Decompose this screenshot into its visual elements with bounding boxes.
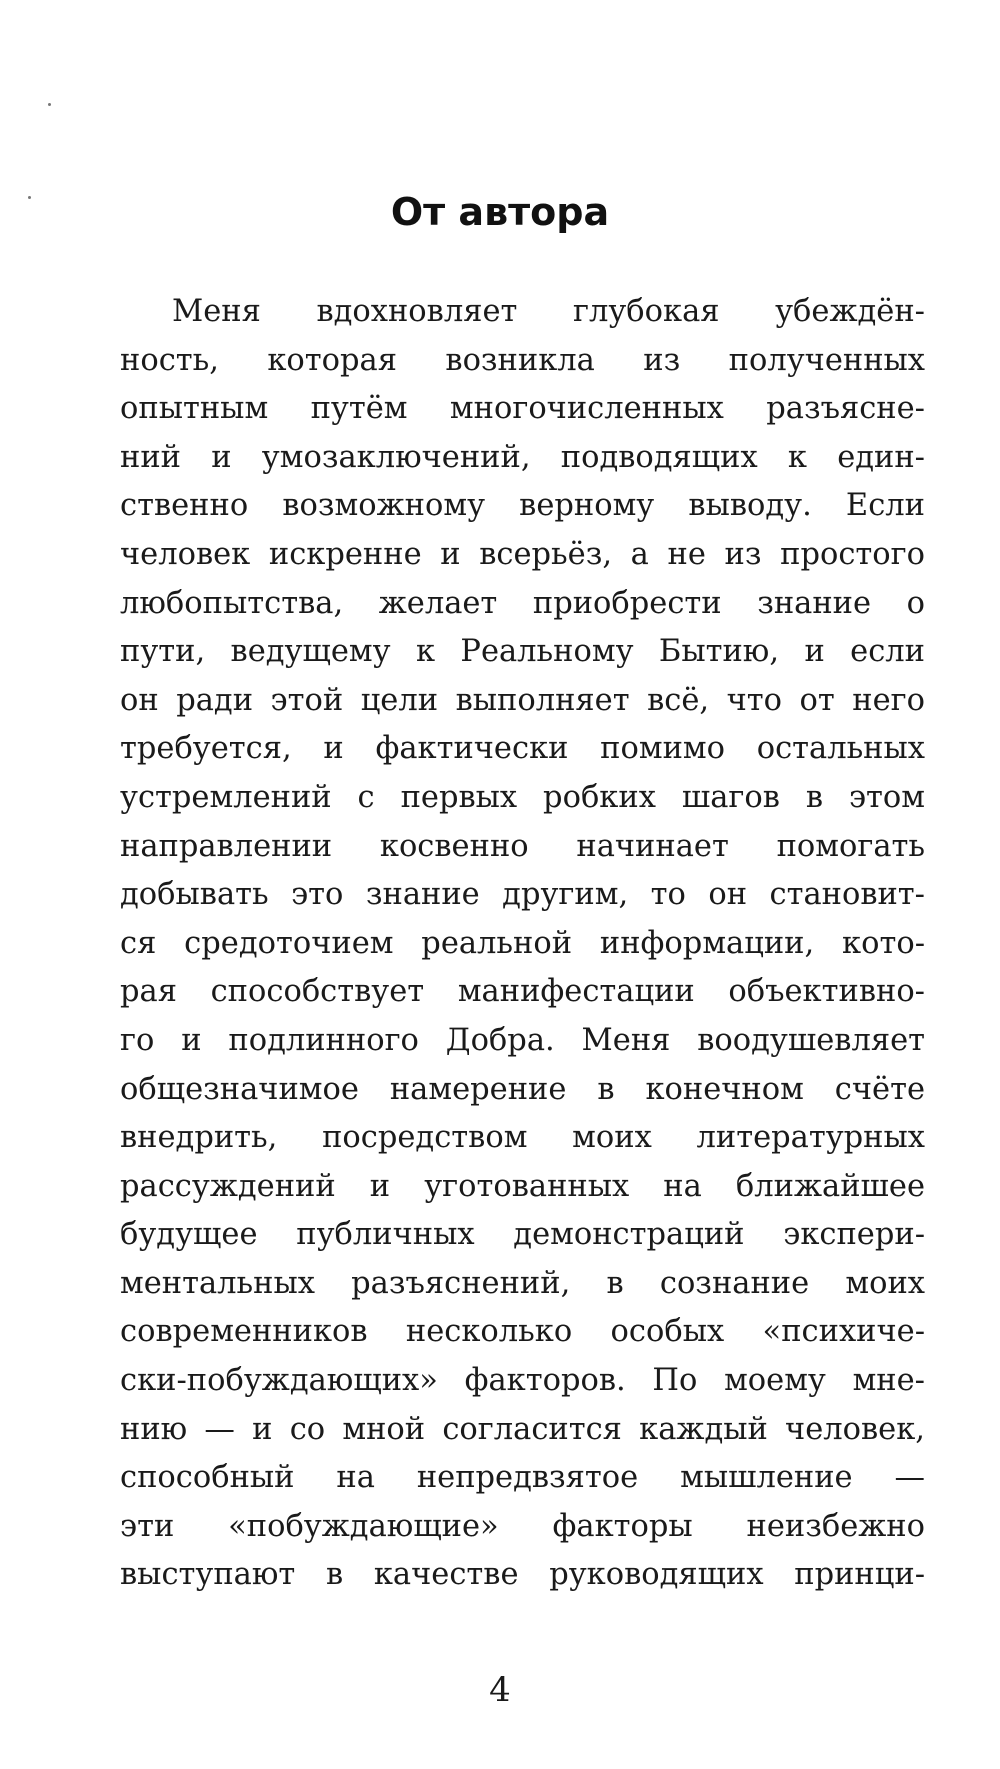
chapter-title: От автора xyxy=(390,190,610,234)
text-line: внедрить, посредством моих литературных xyxy=(120,1120,925,1156)
text-line: будущее публичных демонстраций экспери- xyxy=(120,1217,925,1253)
text-line: эти «побуждающие» факторы неизбежно xyxy=(120,1508,925,1544)
text-line: рая способствует манифестации объективно- xyxy=(120,974,925,1010)
text-line: добывать это знание другим, то он становит- xyxy=(120,877,925,913)
text-line: ность, которая возникла из полученных xyxy=(120,342,925,378)
text-line: современников несколько особых «психиче- xyxy=(120,1314,925,1350)
text-line: рассуждений и уготованных на ближайшее xyxy=(120,1168,925,1204)
text-line: общезначимое намерение в конечном счёте xyxy=(120,1071,925,1107)
text-line: ственно возможному верному выводу. Если xyxy=(120,488,925,524)
scan-speck xyxy=(48,103,51,106)
text-line: нию — и со мной согласится каждый человек, xyxy=(120,1411,925,1447)
text-line: ски-побуждающих» факторов. По моему мне- xyxy=(120,1363,925,1399)
text-line: человек искренне и всерьёз, а не из простого xyxy=(120,536,925,572)
text-line: опытным путём многочисленных разъясне- xyxy=(120,391,925,427)
text-line: способный на непредвзятое мышление — xyxy=(120,1460,925,1496)
text-line: любопытства, желает приобрести знание о xyxy=(120,585,925,621)
body-text xyxy=(120,288,925,1600)
text-line: он ради этой цели выполняет всё, что от него xyxy=(120,682,925,718)
page-number: 4 xyxy=(489,1670,511,1710)
text-line: выступают в качестве руководящих принци- xyxy=(120,1557,925,1593)
text-line: требуется, и фактически помимо остальных xyxy=(120,731,925,767)
text-line: пути, ведущему к Реальному Бытию, и если xyxy=(120,634,925,670)
text-line: направлении косвенно начинает помогать xyxy=(120,828,925,864)
text-line: го и подлинного Добра. Меня воодушевляет xyxy=(120,1022,925,1058)
text-line: устремлений с первых робких шагов в этом xyxy=(120,779,925,815)
text-line: ментальных разъяснений, в сознание моих xyxy=(120,1265,925,1301)
text-line: Меня вдохновляет глубокая убеждён- xyxy=(172,294,925,329)
text-line: ся средоточием реальной информации, кото- xyxy=(120,925,925,961)
text-line: ний и умозаключений, подводящих к един- xyxy=(120,439,925,475)
